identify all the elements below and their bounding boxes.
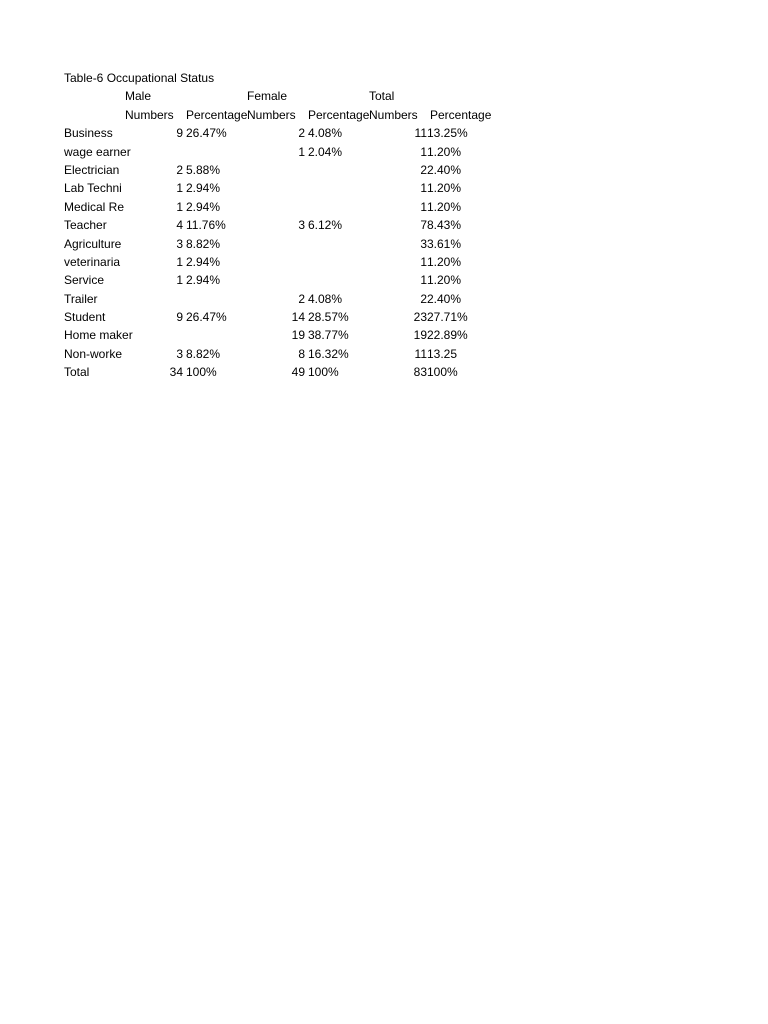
total-group-header: Total [369, 89, 395, 104]
total-percentage-cell: 1.20% [427, 199, 462, 214]
total-numbers-cell: 1 [420, 181, 427, 196]
row-label: Business [64, 126, 113, 141]
male-percentage-cell: 100% [186, 365, 217, 380]
total-percentage-cell: 1.20% [427, 181, 462, 196]
male-percentage-cell: 2.94% [186, 181, 221, 196]
female-percentage-cell: 28.57% [308, 310, 349, 325]
row-label: Electrician [64, 162, 120, 177]
total-percentage-cell: 100% [427, 365, 458, 380]
female-percentage-cell: 100% [308, 365, 339, 380]
total-percentage-cell: 13.25% [427, 126, 468, 141]
male-percentage-cell: 26.47% [186, 310, 227, 325]
total-percentage-cell: 22.89% [427, 328, 468, 343]
male-numbers-cell: 34 [169, 365, 183, 380]
female-numbers-header: Numbers [247, 107, 296, 122]
total-numbers-cell: 1 [420, 273, 427, 288]
total-numbers-cell: 2 [420, 291, 427, 306]
row-label: veterinaria [64, 254, 121, 269]
total-percentage-cell: 3.61% [427, 236, 462, 251]
total-numbers-cell: 19 [413, 328, 427, 343]
female-percentage-header: Percentage [308, 107, 370, 122]
total-percentage-cell: 2.40% [427, 162, 462, 177]
row-label: Service [64, 273, 105, 288]
total-percentage-cell: 1.20% [427, 144, 462, 159]
total-numbers-header: Numbers [369, 107, 418, 122]
total-numbers-cell: 2 [420, 162, 427, 177]
row-label: Lab Techni [64, 181, 122, 196]
male-numbers-cell: 2 [176, 162, 183, 177]
row-label: Trailer [64, 291, 98, 306]
total-percentage-cell: 13.25 [427, 346, 458, 361]
male-percentage-cell: 8.82% [186, 236, 221, 251]
female-percentage-cell: 38.77% [308, 328, 349, 343]
male-numbers-cell: 9 [176, 310, 183, 325]
row-label: Teacher [64, 218, 107, 233]
female-numbers-cell: 8 [298, 346, 305, 361]
total-numbers-cell: 1 [420, 254, 427, 269]
male-percentage-cell: 8.82% [186, 346, 221, 361]
male-group-header: Male [125, 89, 152, 104]
row-label: Medical Re [64, 199, 125, 214]
total-numbers-cell: 11 [414, 126, 427, 141]
male-numbers-cell: 1 [176, 254, 183, 269]
male-numbers-header: Numbers [125, 107, 174, 122]
total-numbers-cell: 3 [420, 236, 427, 251]
male-percentage-cell: 11.76% [186, 218, 226, 233]
female-numbers-cell: 2 [298, 291, 305, 306]
total-numbers-cell: 11 [414, 346, 427, 361]
total-numbers-cell: 7 [420, 218, 427, 233]
total-percentage-cell: 27.71% [427, 310, 468, 325]
total-numbers-cell: 1 [420, 144, 427, 159]
male-percentage-cell: 26.47% [186, 126, 227, 141]
male-percentage-cell: 2.94% [186, 199, 221, 214]
male-numbers-cell: 1 [176, 181, 183, 196]
female-percentage-cell: 16.32% [308, 346, 349, 361]
male-percentage-cell: 2.94% [186, 273, 221, 288]
male-numbers-cell: 1 [176, 273, 183, 288]
female-numbers-cell: 19 [291, 328, 305, 343]
row-label: Agriculture [64, 236, 122, 251]
male-percentage-cell: 2.94% [186, 254, 221, 269]
total-percentage-cell: 1.20% [427, 254, 462, 269]
male-percentage-header: Percentage [186, 107, 248, 122]
female-numbers-cell: 2 [298, 126, 305, 141]
female-numbers-cell: 3 [298, 218, 305, 233]
female-numbers-cell: 14 [291, 310, 305, 325]
male-numbers-cell: 9 [176, 126, 183, 141]
total-numbers-cell: 1 [420, 199, 427, 214]
female-percentage-cell: 2.04% [308, 144, 343, 159]
female-numbers-cell: 49 [291, 365, 305, 380]
total-percentage-cell: 1.20% [427, 273, 462, 288]
total-numbers-cell: 23 [413, 310, 427, 325]
male-numbers-cell: 1 [176, 199, 183, 214]
total-percentage-cell: 8.43% [427, 218, 462, 233]
total-percentage-cell: 2.40% [427, 291, 462, 306]
total-percentage-header: Percentage [430, 107, 492, 122]
row-label: Non-worke [64, 346, 123, 361]
female-percentage-cell: 4.08% [308, 126, 343, 141]
row-label: Total [64, 365, 90, 380]
male-numbers-cell: 3 [176, 346, 183, 361]
row-label: wage earner [64, 144, 131, 159]
table-title: Table-6 Occupational Status [64, 71, 215, 85]
row-label: Student [64, 310, 106, 325]
female-percentage-cell: 6.12% [308, 218, 343, 233]
male-percentage-cell: 5.88% [186, 162, 221, 177]
female-numbers-cell: 1 [298, 144, 305, 159]
total-numbers-cell: 83 [413, 365, 427, 380]
male-numbers-cell: 3 [176, 236, 183, 251]
male-numbers-cell: 4 [176, 218, 183, 233]
female-percentage-cell: 4.08% [308, 291, 343, 306]
row-label: Home maker [64, 328, 133, 343]
female-group-header: Female [247, 89, 288, 104]
